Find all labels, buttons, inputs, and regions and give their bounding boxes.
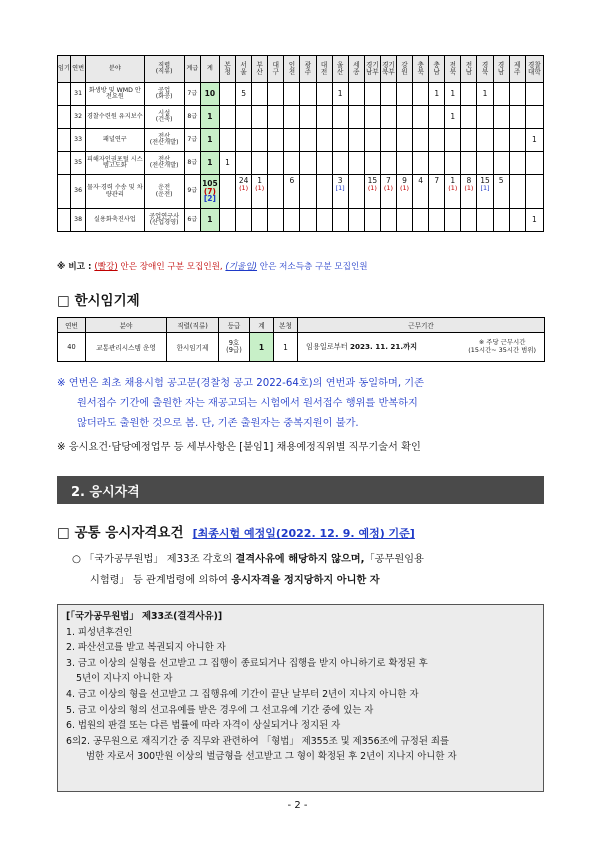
cell-region: [493, 152, 509, 175]
cell-region: [477, 129, 493, 152]
temp-row: [58, 333, 545, 362]
common-para-line-2: [90, 573, 380, 589]
header-field: 분야: [86, 56, 144, 83]
p1-tail: 「공무원임용: [364, 554, 424, 565]
header-region: 서 울: [236, 56, 252, 83]
cell-region-value: 1: [225, 158, 230, 168]
cell-total-value: 105: [202, 178, 218, 188]
cell-region: [396, 106, 412, 129]
cell-job: 전산 (전산개발): [144, 129, 184, 152]
temp-header: 계: [250, 318, 274, 333]
header-region: 본 청: [219, 56, 235, 83]
cell-region-value: 1: [531, 215, 537, 225]
cell-job: 공업연구사 (산업경영): [144, 209, 184, 232]
cell-region: [396, 83, 412, 106]
cell-region: [461, 209, 477, 232]
cell-job: 공업 (화공): [144, 83, 184, 106]
header-grade: 계급: [184, 56, 200, 83]
cell-region: [252, 129, 268, 152]
cell-region: [364, 209, 380, 232]
cell-region: [300, 152, 316, 175]
cell-region: [413, 83, 429, 106]
cell-region: [316, 106, 332, 129]
temp-period: [298, 333, 545, 362]
table-row: [58, 175, 544, 209]
cell-region-disabled: (1): [464, 183, 474, 192]
note-blue-text: 안은 저소득층 구분 모집인원: [257, 262, 368, 272]
cell-region-value: 1: [434, 89, 440, 99]
cell-region: [509, 209, 525, 232]
cell-total-value: 1: [207, 112, 213, 122]
cell-field: 패널연구: [86, 129, 144, 152]
notice-line-2: 원서접수 기간에 출원한 자는 재공고되는 시험에서 원서접수 행위를 반복하지: [77, 398, 418, 409]
cell-region: [509, 83, 525, 106]
cell-region: [493, 175, 509, 209]
cell-field: 물자·경력 수송 및 차량관리: [86, 175, 144, 209]
cell-region: [445, 175, 461, 209]
cell-region-value: 9: [402, 176, 407, 185]
cell-field: 피해자인권포털 시스템고도화: [86, 152, 144, 175]
cell-region: [477, 152, 493, 175]
cell-region-value: 1: [257, 176, 263, 185]
page-number: - 2 -: [287, 800, 308, 811]
cell-region: [219, 106, 235, 129]
cell-region: [348, 152, 364, 175]
temp-field: 교통관리시스템 운영: [86, 333, 167, 362]
cell-region: [236, 209, 252, 232]
box-item: 5. 금고 이상의 형의 선고유예를 받은 경우에 그 선고유예 기간 중에 있는 자: [66, 704, 374, 716]
cell-region: [380, 175, 396, 209]
box-title: [「국가공무원법」 제33조(결격사유)]: [66, 611, 223, 622]
temp-header: 본청: [274, 318, 298, 333]
cell-region: [348, 106, 364, 129]
cell-region: [268, 83, 284, 106]
common-requirements-heading: [57, 521, 415, 541]
cell-region: [477, 175, 493, 209]
cell-region: [461, 83, 477, 106]
cell-region: [477, 209, 493, 232]
cell-region: [445, 152, 461, 175]
cell-region: [284, 129, 300, 152]
box-item: 6의2. 공무원으로 재직기간 중 직무와 관련하여 「형법」 제355조 및 제356조에 규정된 죄를: [66, 735, 449, 747]
p1-bold: 결격사유에 해당하지 않으며,: [235, 554, 365, 565]
cell-region-value: 5: [498, 176, 504, 185]
cell-region: [380, 152, 396, 175]
cell-total: [200, 83, 219, 106]
temp-header: 직렬(직류): [167, 318, 219, 333]
cell-region: [300, 209, 316, 232]
cell-region: [493, 106, 509, 129]
cell-region: [219, 152, 235, 175]
cell-region: [364, 129, 380, 152]
cell-region: [429, 209, 445, 232]
cell-region: [300, 175, 316, 209]
cell-region: [413, 175, 429, 209]
cell-region: [348, 83, 364, 106]
header-region: 경기 남부: [364, 56, 380, 83]
cell-id: [58, 83, 71, 106]
cell-region: [219, 175, 235, 209]
cell-region: [445, 83, 461, 106]
cell-region: [284, 106, 300, 129]
cell-region: [252, 175, 268, 209]
cell-region: [316, 175, 332, 209]
p2-bold: 응시자격을 정지당하지 아니한 자: [231, 575, 380, 586]
cell-region: [413, 152, 429, 175]
cell-region: [300, 129, 316, 152]
cell-job: 시설 (건축): [144, 106, 184, 129]
header-region: 충 남: [429, 56, 445, 83]
cell-job: 전산 (전산개발): [144, 152, 184, 175]
cell-grade: 6급: [184, 209, 200, 232]
cell-region: [396, 209, 412, 232]
cell-region-value: 1: [337, 89, 343, 99]
header-region: 경 북: [477, 56, 493, 83]
temp-job: 한시임기제: [167, 333, 219, 362]
cell-total-disabled: (7): [203, 186, 216, 196]
cell-region-value: 24: [238, 176, 249, 185]
cell-region: [332, 106, 348, 129]
cell-region: [364, 175, 380, 209]
cell-region: [396, 152, 412, 175]
cell-field: 경찰수련원 유지보수: [86, 106, 144, 129]
cell-region: [445, 106, 461, 129]
cell-total: [200, 106, 219, 129]
temp-table: [57, 317, 545, 362]
cell-region: [429, 152, 445, 175]
cell-region: [348, 175, 364, 209]
cell-region: [380, 83, 396, 106]
temp-header: 근무기간: [298, 318, 545, 333]
box-item: 1. 피성년후견인: [66, 626, 133, 638]
cell-region: [332, 175, 348, 209]
cell-region: [413, 106, 429, 129]
header-region: 제 주: [509, 56, 525, 83]
cell-region: [332, 152, 348, 175]
cell-region: [364, 152, 380, 175]
cell-field: 실용화축진사업: [86, 209, 144, 232]
cell-region-value: 6: [289, 176, 295, 185]
cell-region: [429, 106, 445, 129]
cell-seq: 38: [71, 209, 86, 232]
box-item: 범한 자로서 300만원 이상의 벌금형을 선고받고 그 형이 확정된 후 2년이 지나지 아니한 자: [86, 751, 457, 763]
cell-total: [200, 209, 219, 232]
cell-total: [200, 152, 219, 175]
cell-region: [300, 106, 316, 129]
note-red-mark: (빨강): [94, 262, 118, 272]
header-region: 세 종: [348, 56, 364, 83]
cell-region: [252, 209, 268, 232]
cell-region: [219, 83, 235, 106]
header-region: 대 구: [268, 56, 284, 83]
header-seq: 연번: [71, 56, 86, 83]
cell-region: [380, 106, 396, 129]
cell-region-disabled: (1): [239, 183, 249, 192]
cell-region: [525, 83, 543, 106]
recruitment-table: [57, 55, 544, 232]
cell-region: [493, 129, 509, 152]
cell-region-disabled: (1): [400, 183, 410, 192]
cell-total-value: 1: [207, 135, 213, 145]
temp-hq: 1: [274, 333, 298, 362]
cell-grade: 8급: [184, 152, 200, 175]
cell-region: [219, 209, 235, 232]
common-title: □ 공통 응시자격요건: [57, 525, 184, 541]
temp-header: 분야: [86, 318, 167, 333]
cell-region-value: 3: [337, 176, 343, 185]
cell-region: [461, 175, 477, 209]
note-blue-mark: (기울임): [225, 262, 258, 272]
header-region: 전 남: [461, 56, 477, 83]
header-id: 임기: [58, 56, 71, 83]
common-para-line-1: [72, 552, 424, 568]
disqualification-box: [57, 604, 544, 792]
cell-region-value: 8: [466, 176, 472, 185]
notice-2: ※ 응시요건·담당예정업무 등 세부사항은 [붙임1] 채용예정직위별 직무기술서 확인: [57, 442, 421, 453]
cell-id: [58, 152, 71, 175]
header-region: 경 남: [493, 56, 509, 83]
cell-region: [268, 209, 284, 232]
header-job: 직렬 (직류): [144, 56, 184, 83]
cell-region: [396, 129, 412, 152]
cell-region: [380, 209, 396, 232]
cell-id: [58, 106, 71, 129]
cell-region-value: 4: [418, 176, 424, 185]
cell-region: [284, 209, 300, 232]
cell-region: [364, 106, 380, 129]
cell-region: [493, 209, 509, 232]
cell-total-lowincome: [2]: [203, 194, 216, 204]
p1-text: ○ 「국가공무원법」 제33조 각호의: [72, 554, 236, 565]
cell-region: [461, 106, 477, 129]
cell-grade: 8급: [184, 106, 200, 129]
header-region: 광 주: [300, 56, 316, 83]
cell-region: [268, 175, 284, 209]
common-date: [최종시험 예정일(2022. 12. 9. 예정) 기준]: [192, 527, 415, 540]
cell-region: [316, 209, 332, 232]
table-row: [58, 106, 544, 129]
box-item: 6. 법원의 판결 또는 다른 법률에 따라 자격이 상실되거나 정지된 자: [66, 720, 341, 732]
cell-region: [380, 129, 396, 152]
period-note: ※ 주당 근무시간 (15시간~ 35시간 범위): [468, 338, 536, 354]
cell-region-value: 1: [450, 89, 456, 99]
cell-region: [316, 152, 332, 175]
note-prefix: ※ 비고 :: [57, 262, 95, 272]
cell-job: 운전 (운전): [144, 175, 184, 209]
cell-region-value: 15: [367, 176, 378, 185]
cell-region: [236, 106, 252, 129]
cell-seq: 36: [71, 175, 86, 209]
cell-region: [284, 152, 300, 175]
cell-region-value: 7: [434, 176, 440, 185]
cell-region: [219, 129, 235, 152]
cell-region: [493, 83, 509, 106]
cell-region: [236, 129, 252, 152]
cell-region: [316, 83, 332, 106]
cell-region-disabled: (1): [255, 183, 265, 192]
cell-region: [284, 175, 300, 209]
cell-region-disabled: (1): [448, 183, 458, 192]
cell-seq: 35: [71, 152, 86, 175]
cell-region: [268, 129, 284, 152]
cell-region: [445, 209, 461, 232]
header-region: 경기 북부: [380, 56, 396, 83]
cell-region: [316, 129, 332, 152]
cell-region: [509, 175, 525, 209]
period-prefix: 임용일로부터: [306, 342, 350, 351]
box-item: 4. 금고 이상의 형을 선고받고 그 집행유예 기간이 끝난 날부터 2년이 지나지 아니한 자: [66, 688, 419, 700]
cell-region: [413, 209, 429, 232]
table-header-row: [58, 56, 544, 83]
box-item: 2. 파산선고를 받고 복권되지 아니한 자: [66, 642, 226, 654]
cell-total-value: 10: [204, 89, 216, 99]
cell-region: [332, 129, 348, 152]
cell-region-disabled: (1): [383, 183, 393, 192]
cell-region: [236, 152, 252, 175]
temp-header-row: [58, 318, 545, 333]
header-region: 인 천: [284, 56, 300, 83]
temp-header: 연번: [58, 318, 86, 333]
cell-seq: 31: [71, 83, 86, 106]
box-item: 5년이 지나지 아니한 자: [76, 673, 173, 685]
notice-line-3: 않더라도 출원한 것으로 봄. 단, 기존 출원자는 중복지원이 불가.: [77, 418, 359, 429]
cell-region: [268, 106, 284, 129]
cell-region: [332, 209, 348, 232]
cell-region: [525, 152, 543, 175]
cell-region: [429, 83, 445, 106]
cell-region: [252, 152, 268, 175]
header-total: 계: [200, 56, 219, 83]
header-region: 충 북: [413, 56, 429, 83]
cell-region: [509, 152, 525, 175]
table-row: [58, 209, 544, 232]
cell-region-value: 5: [241, 89, 246, 99]
cell-id: [58, 209, 71, 232]
notice-line-1: ※ 연번은 최초 채용시험 공고문(경찰청 공고 2022-64호)의 연번과 동일하며, 기존: [57, 378, 424, 389]
cell-region-value: 15: [480, 176, 490, 185]
cell-region: [429, 175, 445, 209]
cell-region-lowincome: [1]: [480, 183, 490, 192]
cell-region: [525, 175, 543, 209]
table-row: [58, 129, 544, 152]
cell-region-value: 1: [450, 176, 456, 185]
header-region: 울 산: [332, 56, 348, 83]
cell-total: [200, 175, 219, 209]
header-region: 부 산: [252, 56, 268, 83]
cell-seq: 32: [71, 106, 86, 129]
cell-region: [300, 83, 316, 106]
header-region: 강 원: [396, 56, 412, 83]
cell-region: [348, 129, 364, 152]
temp-header: 등급: [219, 318, 250, 333]
table-row: [58, 152, 544, 175]
table-row: [58, 83, 544, 106]
cell-total-value: 1: [207, 158, 213, 168]
cell-id: [58, 175, 71, 209]
cell-region: [284, 83, 300, 106]
cell-region: [429, 129, 445, 152]
cell-grade: 7급: [184, 129, 200, 152]
period-date: 2023. 11. 21.까지: [349, 342, 418, 351]
cell-region-disabled: (1): [367, 183, 377, 192]
cell-region: [413, 129, 429, 152]
cell-region-value: 1: [482, 89, 488, 99]
temp-total: 1: [250, 333, 274, 362]
cell-region-value: 1: [531, 135, 537, 145]
cell-region: [332, 83, 348, 106]
temp-seq: 40: [58, 333, 86, 362]
cell-region: [509, 129, 525, 152]
cell-region: [525, 209, 543, 232]
cell-region: [348, 209, 364, 232]
cell-grade: 9급: [184, 175, 200, 209]
cell-region: [396, 175, 412, 209]
cell-seq: 33: [71, 129, 86, 152]
section-2-header: 2. 응시자격: [57, 476, 544, 504]
cell-region: [252, 106, 268, 129]
cell-region: [236, 175, 252, 209]
box-item: 3. 금고 이상의 실형을 선고받고 그 집행이 종료되거나 집행을 받지 아니하기로 확정된 후: [66, 657, 428, 669]
temp-grade: 9호 (9급): [219, 333, 250, 362]
cell-region-lowincome: [1]: [335, 183, 345, 192]
cell-region: [477, 106, 493, 129]
cell-region: [268, 152, 284, 175]
cell-region: [236, 83, 252, 106]
cell-region: [461, 129, 477, 152]
cell-region: [477, 83, 493, 106]
p2-text: 시험령」 등 관계법령에 의하여: [90, 575, 232, 586]
header-region: 전 북: [445, 56, 461, 83]
cell-region: [509, 106, 525, 129]
cell-region-value: 1: [450, 112, 456, 122]
section-temp-title: □ 한시임기제: [57, 293, 140, 309]
cell-field: 화생방 및 WMD 안전요원: [86, 83, 144, 106]
cell-id: [58, 129, 71, 152]
header-region: 경찰 대학: [525, 56, 543, 83]
cell-region: [445, 129, 461, 152]
header-region: 대 전: [316, 56, 332, 83]
cell-total: [200, 129, 219, 152]
cell-region: [461, 152, 477, 175]
cell-region: [252, 83, 268, 106]
table-note: [57, 260, 368, 272]
cell-region: [525, 129, 543, 152]
cell-region: [525, 106, 543, 129]
cell-region: [364, 83, 380, 106]
cell-region-value: 7: [386, 176, 391, 185]
note-red-text: 안은 장애인 구분 모집인원,: [117, 262, 226, 272]
cell-total-value: 1: [207, 215, 213, 225]
cell-grade: 7급: [184, 83, 200, 106]
